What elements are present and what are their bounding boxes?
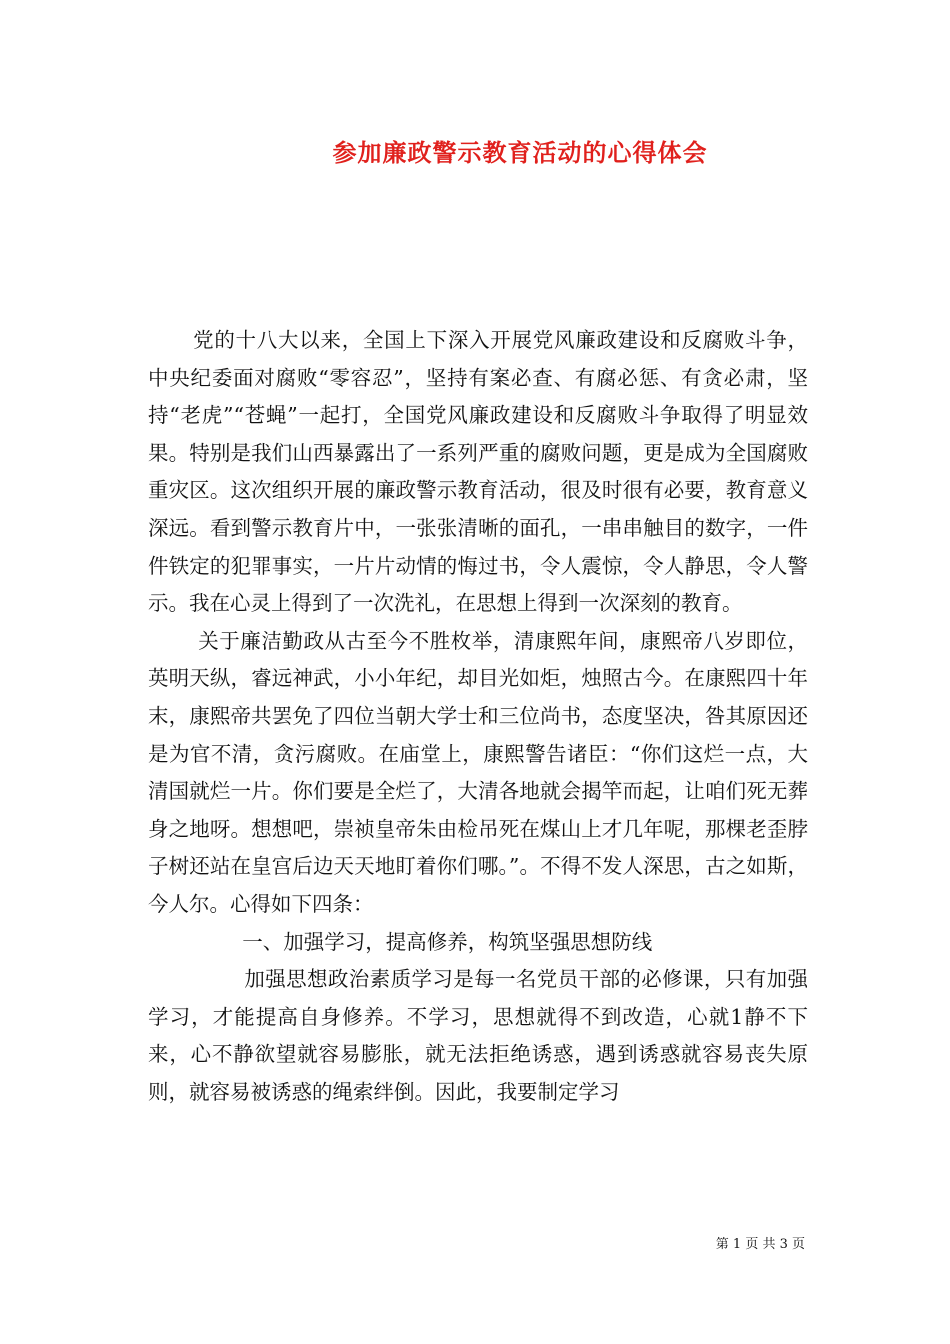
paragraph-study: 加强思想政治素质学习是每一名党员干部的必修课，只有加强学习，才能提高自身修养。不学习，思想就得不到改造，心就1静不下来，心不静欲望就容易膨胀，就无法拒绝诱惑，遇到诱惑就容易丧失原则，就容易被诱惑的绳索绊倒。因此，我要制定学习 [148,967,808,1104]
document-title: 参加廉政警示教育活动的心得体会 [332,138,708,167]
page-number-footer: 第 1 页 共 3 页 [715,1237,805,1252]
paragraph-intro: 党的十八大以来，全国上下深入开展党风廉政建设和反腐败斗争，中央纪委面对腐败“零容忍”，坚持有案必查、有腐必惩、有贪必肃，坚持“老虎”“苍蝇”一起打，全国党风廉政建设和反腐败斗争取得了明显效果。特别是我们山西暴露出了一系列严重的腐败问题，更是成为全国腐败重灾区。这次组织开展的廉政警示教育活动，很及时很有必要，教育意义深远。看到警示教育片中，一张张清晰的面孔，一串串触目的数字，一件件铁定的犯罪事实，一片片动情的悔过书，令人震惊，令人静思，令人警示。我在心灵上得到了一次洗礼，在思想上得到一次深刻的教育。 [148,328,808,616]
document-body [148,322,808,1111]
paragraph-kangxi: 关于廉洁勤政从古至今不胜枚举，清康熙年间，康熙帝八岁即位，英明天纵，睿远神武，小小年纪，却目光如炬，烛照古今。在康熙四十年末，康熙帝共罢免了四位当朝大学士和三位尚书，态度坚决，咎其原因还是为官不清，贪污腐败。在庙堂上，康熙警告诸臣：“你们这烂一点，大清国就烂一片。你们要是全烂了，大清各地就会揭竿而起，让咱们死无葬身之地呀。想想吧，崇祯皇帝朱由检吊死在煤山上才几年呢，那棵老歪脖子树还站在皇宫后边天天地盯着你们哪。”。不得不发人深思，古之如斯，今人尔。心得如下四条： [148,628,808,916]
section-heading-one: 一、加强学习，提高修养，构筑坚强思想防线 [242,929,653,954]
